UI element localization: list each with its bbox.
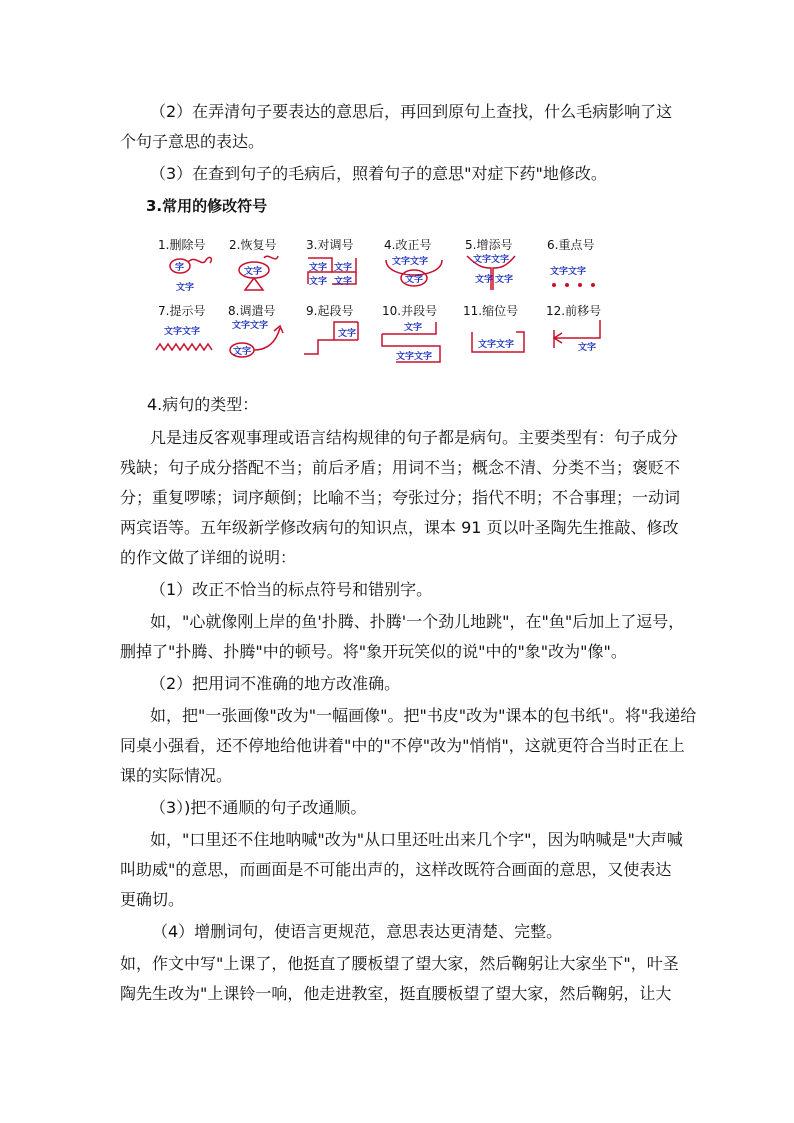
symbol-label: 6.重点号 xyxy=(547,238,595,252)
paragraph-line: 个句子意思的表达。 xyxy=(120,132,265,151)
new-paragraph-mark: 文字 xyxy=(300,320,372,364)
forward-move-mark: 文字 xyxy=(548,320,606,364)
paragraph-line: 如，作文中写"上课了，他挺直了腰板望了望大家，然后鞠躬让大家坐下"，叶圣 xyxy=(120,954,679,973)
insert-mark: 文字文字 文字 文字 xyxy=(465,254,529,298)
paragraph-line: 残缺；句子成分搭配不当；前后矛盾；用词不当；概念不清、分类不当；褒贬不 xyxy=(120,458,681,477)
paragraph-line: 凡是违反客观事理或语言结构规律的句子都是病句。主要类型有：句子成分 xyxy=(150,428,679,447)
list-item: （4）增删词句，使语言更规范，意思表达更清楚、完整。 xyxy=(152,922,563,941)
section-heading: 3.常用的修改符号 xyxy=(146,197,268,215)
paragraph-line: （2）在弄清句子要表达的意思后，再回到原句上查找，什么毛病影响了这 xyxy=(150,102,673,121)
symbol-label: 12.前移号 xyxy=(546,304,602,318)
hint-mark: 文字文字 xyxy=(154,320,218,364)
paragraph-line: 更确切。 xyxy=(120,890,185,909)
merge-paragraph-mark: 文字 文字文字 xyxy=(378,320,448,366)
swap-mark: 文字 文字 文字 文字 xyxy=(306,254,366,298)
revision-symbols-figure xyxy=(150,232,610,367)
symbol-label: 10.并段号 xyxy=(382,304,438,318)
paragraph-line: 同桌小强看，还不停地给他讲着"中的"不停"改为"悄悄"，这就更符合当时正在上 xyxy=(120,736,685,755)
symbol-label: 8.调遣号 xyxy=(228,304,276,318)
paragraph-line: 如，"心就像刚上岸的鱼'扑腾、扑腾'一个劲儿地跳"，在"鱼"后加上了逗号， xyxy=(150,612,685,631)
paragraph-line: 如，把"一张画像"改为"一幅画像"。把"书皮"改为"课本的包书纸"。将"我递给 xyxy=(150,706,697,725)
restore-mark: 文字 xyxy=(230,254,290,298)
symbol-label: 5.增添号 xyxy=(465,238,513,252)
indent-mark: 文字文字 xyxy=(470,320,532,364)
list-item: （2）把用词不准确的地方改准确。 xyxy=(150,674,401,693)
paragraph-line: 的作文做了详细的说明： xyxy=(120,548,297,567)
symbol-label: 7.提示号 xyxy=(158,304,206,318)
paragraph-line: 分；重复啰嗦；词序颠倒；比喻不当；夸张过分；指代不明；不合事理；一动词 xyxy=(120,488,681,507)
paragraph-line: 叫助威"的意思，而画面是不可能出声的，这样改既符合画面的意思，又使表达 xyxy=(120,860,672,879)
delete-mark: 字 文字 xyxy=(158,254,218,298)
paragraph-line: 删掉了"扑腾、扑腾"中的顿号。将"象开玩笑似的说"中的"象"改为"像"。 xyxy=(120,642,627,661)
move-mark: 文字文字 文字 xyxy=(228,318,298,366)
paragraph-line: 课的实际情况。 xyxy=(120,766,233,785)
paragraph-line: 陶先生改为"上课铃一响，他走进教室，挺直腰板望了望大家，然后鞠躬，让大 xyxy=(120,984,672,1003)
symbol-label: 4.改正号 xyxy=(384,238,432,252)
symbol-label: 2.恢复号 xyxy=(229,238,277,252)
list-item: （3）)把不通顺的句子改通顺。 xyxy=(150,798,367,817)
symbol-label: 9.起段号 xyxy=(306,304,354,318)
paragraph-line: 两宾语等。五年级新学修改病句的知识点，课本 91 页以叶圣陶先生推敲、修改 xyxy=(120,518,679,537)
correction-mark: 文字文字 文字 xyxy=(384,254,448,298)
emphasis-mark: 文字文字 xyxy=(550,254,606,298)
section-heading: 4.病句的类型： xyxy=(147,395,259,414)
paragraph-line: 如，"口里还不住地呐喊"改为"从口里还吐出来几个字"，因为呐喊是"大声喊 xyxy=(150,830,683,849)
symbol-label: 11.缩位号 xyxy=(463,304,519,318)
symbol-label: 3.对调号 xyxy=(306,238,354,252)
paragraph-line: （3）在查到句子的毛病后，照着句子的意思"对症下药"地修改。 xyxy=(150,164,607,183)
list-item: （1）改正不恰当的标点符号和错别字。 xyxy=(150,580,433,599)
symbol-label: 1.删除号 xyxy=(158,238,206,252)
